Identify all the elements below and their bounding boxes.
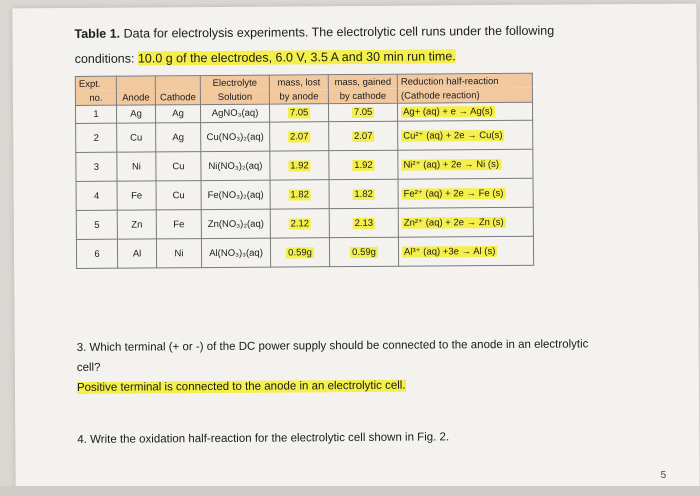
cell-reaction <box>398 120 533 150</box>
mass-lost-value: 0.59g <box>288 246 312 258</box>
cell-cathode: Cu <box>156 152 201 181</box>
header-no: no. <box>75 91 116 106</box>
cell-solution: Al(NO₃)₃(aq) <box>201 238 270 267</box>
cell-mass-lost <box>270 122 329 151</box>
cell-mass-gained <box>329 121 398 150</box>
mass-gained-value: 0.59g <box>352 246 376 258</box>
conditions-line <box>75 49 456 66</box>
cell-cathode: Fe <box>156 210 201 239</box>
header-by-anode: by anode <box>269 89 328 104</box>
cell-no: 3 <box>76 152 117 181</box>
mass-gained-value: 2.07 <box>353 130 373 142</box>
cell-no: 5 <box>76 210 117 239</box>
reaction-value: Fe²⁺ (aq) + 2e → Fe (s) <box>403 187 504 200</box>
cell-reaction <box>397 102 532 121</box>
mass-lost-value: 2.07 <box>289 130 309 142</box>
cell-no: 2 <box>76 123 117 152</box>
table-row <box>76 236 533 268</box>
header-anode: Anode <box>116 90 155 105</box>
cell-mass-lost <box>269 104 328 122</box>
header-solution: Solution <box>200 90 269 105</box>
cell-mass-lost <box>270 180 329 209</box>
cell-anode: Fe <box>117 181 156 210</box>
question-3-answer: Positive terminal is connected to the anode in an electrolytic cell. <box>76 379 406 394</box>
table-title <box>74 25 554 41</box>
table-title-label: Table 1. <box>74 26 121 41</box>
cell-mass-gained <box>329 237 398 266</box>
cell-cathode: Ag <box>156 123 201 152</box>
table-row <box>76 178 533 210</box>
mass-gained-value: 1.92 <box>354 159 373 171</box>
document-page <box>12 4 699 493</box>
cell-mass-gained <box>329 179 398 208</box>
header-reduction: Reduction half-reaction <box>397 73 532 88</box>
cell-solution: Fe(NO₃)₂(aq) <box>201 180 270 209</box>
cell-cathode: Ag <box>155 105 200 123</box>
conditions-value: 10.0 g of the electrodes, 6.0 V, 3.5 A and 30 min run time. <box>137 49 456 66</box>
cell-solution: Zn(NO₃)₂(aq) <box>201 209 270 238</box>
header-blank-2 <box>155 76 200 91</box>
cell-solution: Cu(NO₃)₂(aq) <box>201 122 270 151</box>
mass-gained-value: 7.05 <box>353 106 373 119</box>
cell-mass-lost <box>270 238 329 267</box>
cell-mass-lost <box>270 151 329 180</box>
question-3-text: 3. Which terminal (+ or -) of the DC power supply should be connected to the anode in an electrolytic cell? <box>76 338 589 374</box>
header-by-cathode: by cathode <box>328 89 397 104</box>
reaction-value: Al³⁺ (aq) +3e → Al (s) <box>403 245 496 258</box>
cell-anode: Ag <box>116 105 155 123</box>
cell-anode: Ni <box>117 152 156 181</box>
mass-gained-value: 2.13 <box>354 217 374 229</box>
conditions-label: conditions: <box>74 51 135 66</box>
table-row <box>76 120 533 152</box>
cell-no: 1 <box>75 105 116 123</box>
data-table <box>75 73 534 269</box>
header-cathode: Cathode <box>155 90 200 105</box>
cell-reaction <box>398 207 533 237</box>
cell-no: 4 <box>76 181 117 210</box>
cell-cathode: Ni <box>156 239 201 268</box>
mass-lost-value: 1.82 <box>290 188 309 200</box>
cell-reaction <box>398 149 533 179</box>
cell-reaction <box>398 178 533 208</box>
table-row <box>76 149 533 181</box>
cell-cathode: Cu <box>156 181 201 210</box>
header-expt: Expt. <box>75 76 116 91</box>
cell-anode: Cu <box>117 123 156 152</box>
cell-solution: AgNO₃(aq) <box>200 104 269 122</box>
header-electrolyte: Electrolyte <box>200 75 269 90</box>
header-mass-lost: mass, lost <box>269 75 328 90</box>
reaction-value: Cu²⁺ (aq) + 2e → Cu(s) <box>403 129 503 142</box>
header-blank-1 <box>116 76 155 91</box>
mass-gained-value: 1.82 <box>354 188 373 200</box>
cell-anode: Al <box>117 239 156 268</box>
cell-mass-gained <box>328 103 397 121</box>
cell-anode: Zn <box>117 210 156 239</box>
reaction-value: Zn²⁺ (aq) + 2e → Zn (s) <box>403 216 504 229</box>
mass-lost-value: 7.05 <box>289 107 309 119</box>
bottom-edge <box>0 486 700 496</box>
cell-solution: Ni(NO₃)₂(aq) <box>201 151 270 180</box>
cell-reaction <box>398 236 533 266</box>
mass-lost-value: 2.12 <box>290 217 310 229</box>
cell-mass-gained <box>329 208 398 237</box>
reaction-value: Ni²⁺ (aq) + 2e → Ni (s) <box>403 158 500 171</box>
cell-mass-lost <box>270 209 329 238</box>
question-3 <box>77 334 597 398</box>
table-title-text: Data for electrolysis experiments. The electrolytic cell runs under the following <box>123 23 555 41</box>
cell-no: 6 <box>76 239 117 268</box>
mass-lost-value: 1.92 <box>290 159 309 171</box>
cell-mass-gained <box>329 150 398 179</box>
header-mass-gained: mass, gained <box>328 74 397 89</box>
reaction-value: Ag+ (aq) + e → Ag(s) <box>403 106 493 118</box>
table-row <box>76 207 533 239</box>
question-4-text: 4. Write the oxidation half-reaction for the electrolytic cell shown in Fig. 2. <box>77 431 450 446</box>
page-number: 5 <box>660 469 667 481</box>
header-cathode-reaction: (Cathode reaction) <box>397 88 532 103</box>
